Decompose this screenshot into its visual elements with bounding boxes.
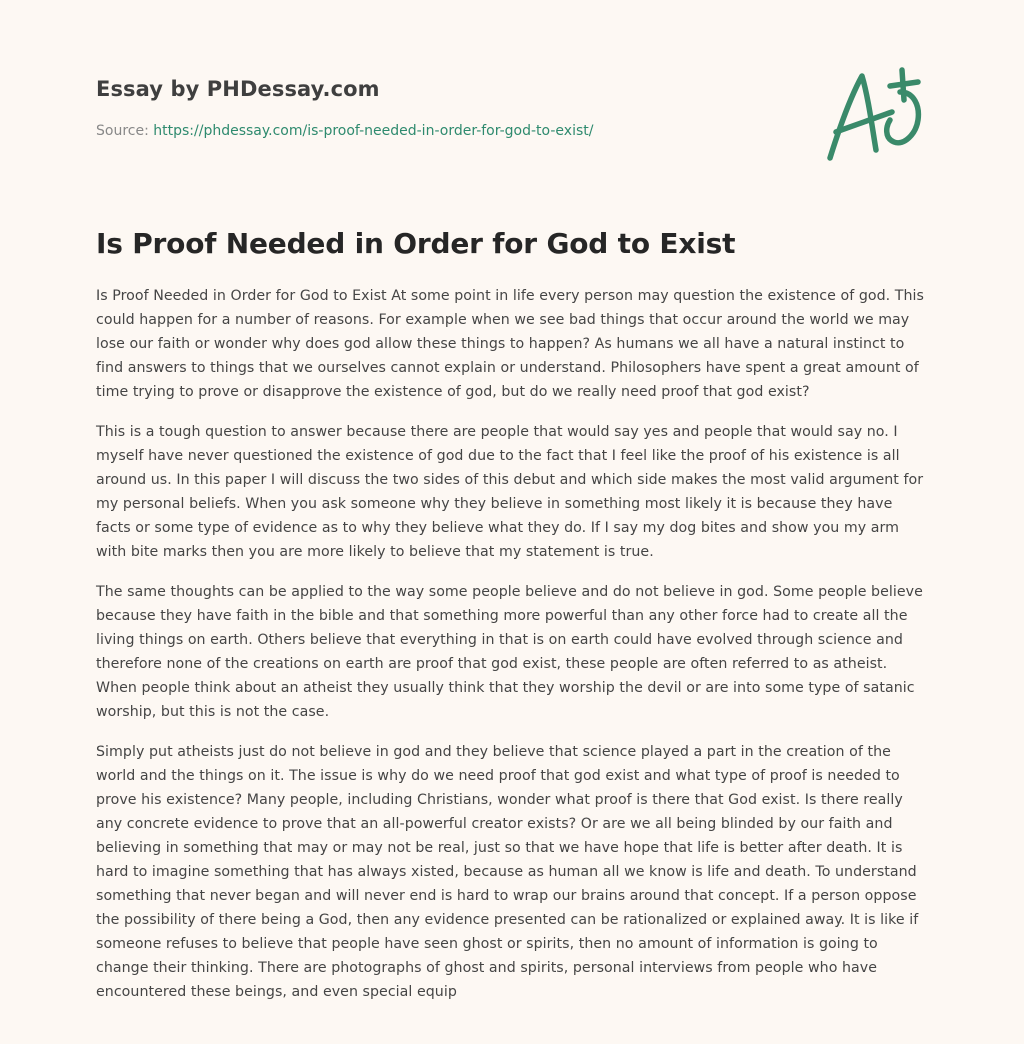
source-line (96, 121, 796, 141)
essay-paragraph: Simply put atheists just do not believe in god and they believe that science played a part in the creation of the world and the things on it. The issue is why do we need proof that god exist and what type of proof is needed to prove his existence? Many people, including Christians, wonder what proof is there that God exist. Is there really any concrete evidence to prove that an all-powerful creator exists? Or are we all being blinded by our faith and believing in something that may or may not be real, just so that we have hope that life is better after death. It is hard to imagine something that has always xisted, because as human all we know is life and death. To understand something that never began and will never end is hard to wrap our brains around that concept. If a person oppose the possibility of there being a God, then any evidence presented can be rationalized or explained away. It is like if someone refuses to believe that people have seen ghost or spirits, then no amount of information is going to change their thinking. There are photographs of ghost and spirits, personal interviews from people who have encountered these beings, and even special equip (96, 744, 919, 1000)
essay-title: Is Proof Needed in Order for God to Exist (96, 227, 736, 260)
a-plus-grade-icon (818, 66, 930, 166)
site-brand: Essay by PHDessay.com (96, 77, 380, 101)
source-link[interactable]: https://phdessay.com/is-proof-needed-in-order-for-god-to-exist/ (153, 123, 594, 139)
source-label: Source: (96, 123, 149, 139)
essay-paragraph: Is Proof Needed in Order for God to Exist At some point in life every person may question the existence of god. This could happen for a number of reasons. For example when we see bad things that occur around the world we may lose our faith or wonder why does god allow these things to happen? As humans we all have a natural instinct to find answers to things that we ourselves cannot explain or understand. Philosophers have spent a great amount of time trying to prove or disapprove the existence of god, but do we really need proof that god exist? (96, 288, 924, 400)
essay-paragraph: The same thoughts can be applied to the way some people believe and do not believe in god. Some people believe because they have faith in the bible and that something more powerful than any other force had to create all the living things on earth. Others believe that everything in that is on earth could have evolved through science and therefore none of the creations on earth are proof that god exist, these people are often referred to as atheist. When people think about an atheist they usually think that they worship the devil or are into some type of satanic worship, but this is not the case. (96, 584, 923, 720)
essay-header (96, 74, 796, 141)
essay-paragraph: This is a tough question to answer because there are people that would say yes and people that would say no. I myself have never questioned the existence of god due to the fact that I feel like the proof of his existence is all around us. In this paper I will discuss the two sides of this debut and which side makes the most valid argument for my personal beliefs. When you ask someone why they believe in something most likely it is because they have facts or some type of evidence as to why they believe what they do. If I say my dog bites and show you my arm with bite marks then you are more likely to believe that my statement is true. (96, 424, 924, 560)
essay-body (96, 284, 930, 1020)
